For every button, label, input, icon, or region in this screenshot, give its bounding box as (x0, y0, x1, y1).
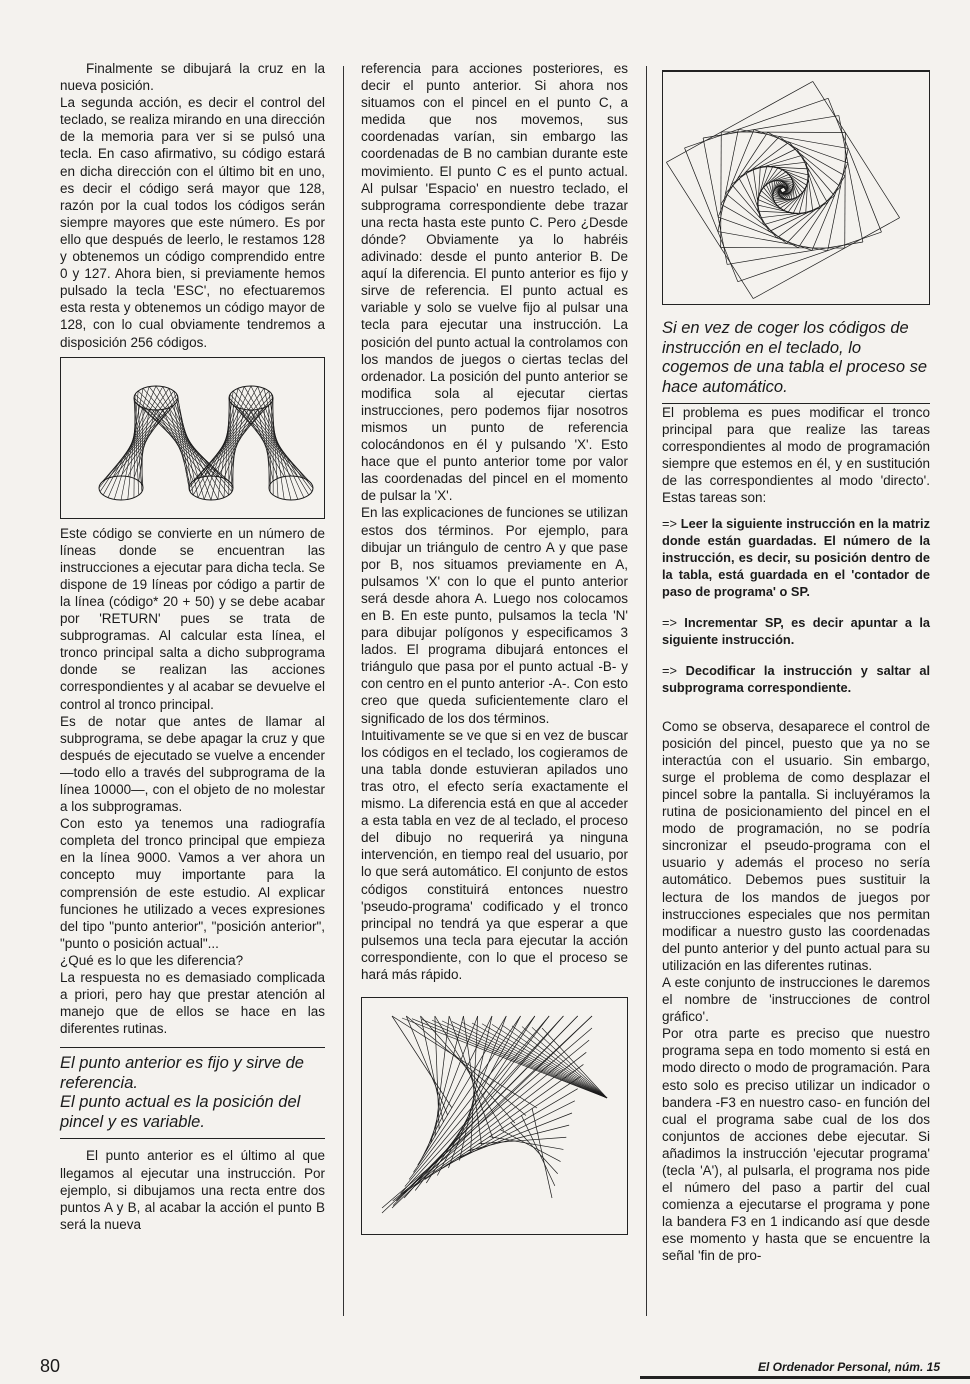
drawing-line (721, 204, 798, 248)
drawing-line (405, 1016, 549, 1187)
pull-quote-line: El punto actual es la posición del pincel y es variable. (60, 1093, 301, 1131)
step-text: Incrementar SP, es decir apuntar a la siguiente instrucción. (662, 614, 930, 647)
drawing-line (758, 211, 806, 213)
drawing-line (521, 1115, 555, 1186)
drawing-line (238, 388, 312, 491)
drawing-line (726, 193, 787, 243)
drawing-line (738, 177, 769, 231)
drawing-line (392, 1016, 592, 1208)
paragraph: Finalmente se dibujará la cruz en la nueva posición. (60, 61, 325, 94)
step-text: Leer la siguiente instrucción en la matriz donde están guardadas. El número de la instrucción, es decir, su posición dentro de la tabla, está guardada en el 'contador de paso de programa' o SP. (662, 515, 930, 599)
paragraph: La segunda acción, es decir el control del teclado, se realiza mirando en una dirección de la memoria para ver si se pulsó una tecla. En caso afirmativo, su código estará en dicha dirección con el último bit en uno, es decir el código será mayor que 128, razón por la cual todos los códigos serán siempre mayores que este número. Es por ello que después de leerlo, le restamos 128 y obtenemos un código comprendido entre 0 y 127. Ahora bien, si previamente hemos pulsado la tecla 'ESC', no efectuaremos esta resta y obtenemos un código mayor de 128, con lo cual obviamente tendremos a disposición 256 códigos. (60, 95, 325, 350)
drawing-line (768, 132, 845, 176)
figure-zigzag-tubes (60, 357, 325, 519)
drawing-line (403, 1052, 586, 1193)
paragraph: Por otra parte es preciso que nuestro programa sepa en todo momento si está en modo directo o modo de programación. Para esto solo es preciso utilizar un indicador o bandera -F3 en nuestro caso- en función del cual el programa sabe cual de los dos conjuntos de acciones debe ejecutar. Si añadimos la instrucción 'ejecutar programa' (tecla 'A'), al pulsarla, el programa nos pide el número del paso a partir del cual comienza a ejecutarse el programa y pone la bandera F3 en 1 indicando así que desde ese momento y hasta que se encuentre la señal 'fin de pro- (662, 1026, 930, 1264)
drawing-line (177, 394, 198, 497)
zigzag-tube-drawing (61, 358, 324, 518)
drawing-line (738, 148, 796, 177)
drawing-line (721, 132, 845, 133)
drawing-line (813, 81, 900, 217)
paragraph: Es de notar que antes de llamar al subprograma, se debe apagar la cruz y que después de ejecutado se vuelve a encender —todo ello a través del subprograma de la línea 10000—, con el objeto de no molestar a los subprogramas. (60, 713, 325, 815)
column-1 (60, 60, 325, 1233)
drawing-line (685, 98, 829, 148)
spiral-drawing (663, 72, 929, 304)
drawing-line (437, 1016, 520, 1176)
drawing-line (721, 132, 722, 248)
drawing-line (422, 1019, 607, 1098)
drawing-line (396, 1016, 577, 1201)
drawing-line (478, 1137, 566, 1143)
paragraph: La respuesta no es demasiado complicada a priori, pero hay que prestar atención al manejo que de ellos se hace en las diferentes rutinas. (60, 970, 325, 1037)
drawing-line (135, 394, 232, 484)
drawing-line (780, 136, 841, 186)
pull-quote (60, 1047, 325, 1139)
drawing-line (492, 1024, 607, 1098)
paragraph: referencia para acciones posteriores, es decir el punto anterior. Si ahora nos situamos con el pincel en el punto C, a medida que nos movemos, sus coordenadas varían, sin embargo las coordenadas de B no cambian durante este movimiento. El punto C es el punto actual. Al pulsar 'Espacio' en nuestro teclado, el subprograma correspondiente debe trazar una recta hasta este punto C. Pero ¿Desde dónde? Obviamente ya lo habréis adivinado: desde el punto anterior B. De aquí la diferencia. El punto anterior es fijo y sirve de referencia. El punto actual es variable y solo se vuelve fijo al pulsar una tecla para ejecutar una instrucción. La posición del punto actual la controlamos con los mandos de juegos o ciertas teclas del ordenador. La posición del punto anterior se modifica sola al ejecutar ciertas instrucciones, pero podemos fijar nosotros mismos un punto de referencia colocándonos en él y pulsando 'X'. Esto hace que el punto anterior tome por valor las coordenadas del pincel en el momento de pulsar la 'X'. (361, 61, 628, 504)
drawing-line (414, 1064, 583, 1186)
drawing-line (721, 248, 845, 249)
drawing-line (726, 136, 780, 193)
figure-spiral (662, 70, 930, 305)
drawing-line (393, 1040, 589, 1201)
figure-caption: Si en vez de coger los códigos de instrucción en el teclado, lo cogemos de una tabla el proceso se hace automático. (662, 313, 930, 404)
column-2 (361, 60, 628, 1241)
step-3 (662, 662, 930, 696)
drawing-line (758, 166, 761, 211)
string-art-drawing (362, 998, 627, 1234)
drawing-line (666, 162, 753, 298)
drawing-line (108, 386, 156, 498)
drawing-line (382, 1016, 592, 1213)
drawing-line (769, 203, 827, 232)
drawing-line (703, 138, 727, 264)
drawing-line (738, 232, 882, 282)
drawing-line (457, 1113, 572, 1158)
column-3 (662, 60, 930, 1265)
paragraph: Intuitivamente se ve que si en vez de buscar los códigos en el teclado, los cogieramos de una tabla donde estuvieran apilados uno tras otro, el efecto sería exactamente el mismo. La diferencia está en que al acceder a esta tabla en vez de al teclado, el proceso del dibujo no requerirá ya ninguna intervención, en tiempo real del usuario, por lo que será automático. El conjunto de estos códigos constituirá entonces nuestro 'pseudo-programa' codificado y el tronco principal no tendrá ya que esperar a que pulsemos una tecla para ejecutar la acción correspondiente, con lo que el proceso se hará más rápido. (361, 727, 628, 982)
arrow-icon: => (662, 662, 677, 678)
drawing-line (532, 1108, 552, 1198)
drawing-line (190, 388, 264, 491)
figure-string-art (361, 997, 628, 1235)
drawing-line (114, 405, 174, 477)
drawing-line (721, 132, 768, 204)
drawing-line (103, 386, 163, 494)
drawing-line (134, 410, 156, 478)
drawing-ellipse (134, 386, 178, 410)
arrow-icon: => (662, 515, 677, 531)
drawing-line (233, 405, 298, 477)
paragraph: Con esto ya tenemos una radiografía completa del tronco principal que empieza en la línea 9000. Vamos a ver ahora un concepto muy importante para la comprensión de este estudio. Al explicar funciones he utilizado a veces expresiones del tipo "punto anterior", "posición anterior", "punto o posición actual"... (60, 816, 325, 951)
column-divider-1 (343, 66, 344, 1316)
paragraph: ¿Qué es lo que les diferencia? (60, 952, 244, 968)
drawing-line (143, 407, 211, 475)
drawing-line (806, 169, 809, 214)
footer-rule (640, 1376, 970, 1379)
paragraph: En las explicaciones de funciones se utilizan estos dos términos. Por ejemplo, para dibujar un triángulo de centro A y que pase por B, nos situamos previamente en A, pulsamos 'X' con lo que el punto anterior será desde ahora A. Luego nos colocamos en B. En este punto, pulsamos la tecla 'N' para dibujar polígonos y especificamos 3 lados. El programa dibujará entonces el triángulo que pasa por el punto actual -B- y con centro en el punto anterior -A-. Con esto creo que queda suficientemente claro el significado de los dos términos. (361, 505, 628, 726)
drawing-line (703, 116, 839, 138)
paragraph: El punto anterior es el último al que llegamos al ejecutar una instrucción. Por ejemplo, si dibujamos una recta entre dos puntos A y B, al acabar la acción el punto B será la nueva (60, 1148, 325, 1232)
paragraph: El problema es pues modificar el tronco principal para que realize las tareas correspondientes al modo de programación siempre que estemos en él, y en sustitución de las correspondientes al modo 'directo'. Estas tareas son: (662, 405, 930, 506)
drawing-line (798, 176, 845, 248)
arrow-icon: => (662, 614, 677, 630)
step-2 (662, 614, 930, 648)
paragraph: Como se observa, desaparece el control de posición del pincel, puesto que ya no se interactúa con el usuario. Sin embargo, surge el problema de como desplazar el pincel sobre la pantalla. Si incluyéramos la rutina de posicionamiento del pincel en el modo de programación, no se podría sincronizar el pseudo-programa con el usuario y además el proceso no sería automático. Debemos pues sustituir la lectura de los mandos de juegos por instrucciones especiales que nos permitan modificar a nuestro gusto las coordenadas del punto anterior y del punto actual para su utilización en las diferentes rutinas. (662, 718, 930, 973)
drawing-line (163, 386, 218, 499)
paragraph: Este código se convierte en un número de líneas donde se encuentran las instrucciones a ejecutar para dicha tecla. Se dispone de 19 líneas por código a partir de la línea (código* 20 + 50) y se debe acabar por 'RETURN' pues se trata de subprogramas. Al calcular esta línea, el tronco principal salta a dicho subprograma donde se realizan las acciones correspondientes y al acabar se devuelve el control al tronco principal. (60, 525, 325, 712)
step-1 (662, 515, 930, 600)
drawing-line (845, 132, 846, 248)
drawing-line (760, 166, 808, 168)
drawing-line (138, 391, 233, 488)
drawing-line (786, 187, 840, 244)
drawing-line (727, 242, 863, 264)
drawing-line (753, 218, 899, 299)
drawing-ellipse (99, 476, 143, 500)
drawing-line (839, 116, 863, 242)
drawing-line (421, 1016, 515, 1123)
drawing-line (382, 1028, 592, 1208)
pull-quote-line: El punto anterior es fijo y sirve de referencia. (60, 1054, 304, 1092)
drawing-line (666, 81, 812, 162)
page-number: 80 (40, 1356, 61, 1376)
paragraph: A este conjunto de instrucciones le daremos el nombre de 'instrucciones de control gráfico'. (662, 974, 930, 1025)
drawing-line (828, 98, 881, 232)
drawing-line (128, 391, 138, 499)
drawing-line (797, 148, 828, 202)
drawing-line (685, 148, 738, 282)
magazine-footer: El Ordenador Personal, núm. 15 (757, 1360, 940, 1374)
column-divider-2 (646, 66, 647, 1316)
step-text: Decodificar la instrucción y saltar al subprograma correspondiente. (662, 662, 930, 695)
drawing-line (121, 407, 169, 475)
drawing-line (138, 405, 218, 477)
